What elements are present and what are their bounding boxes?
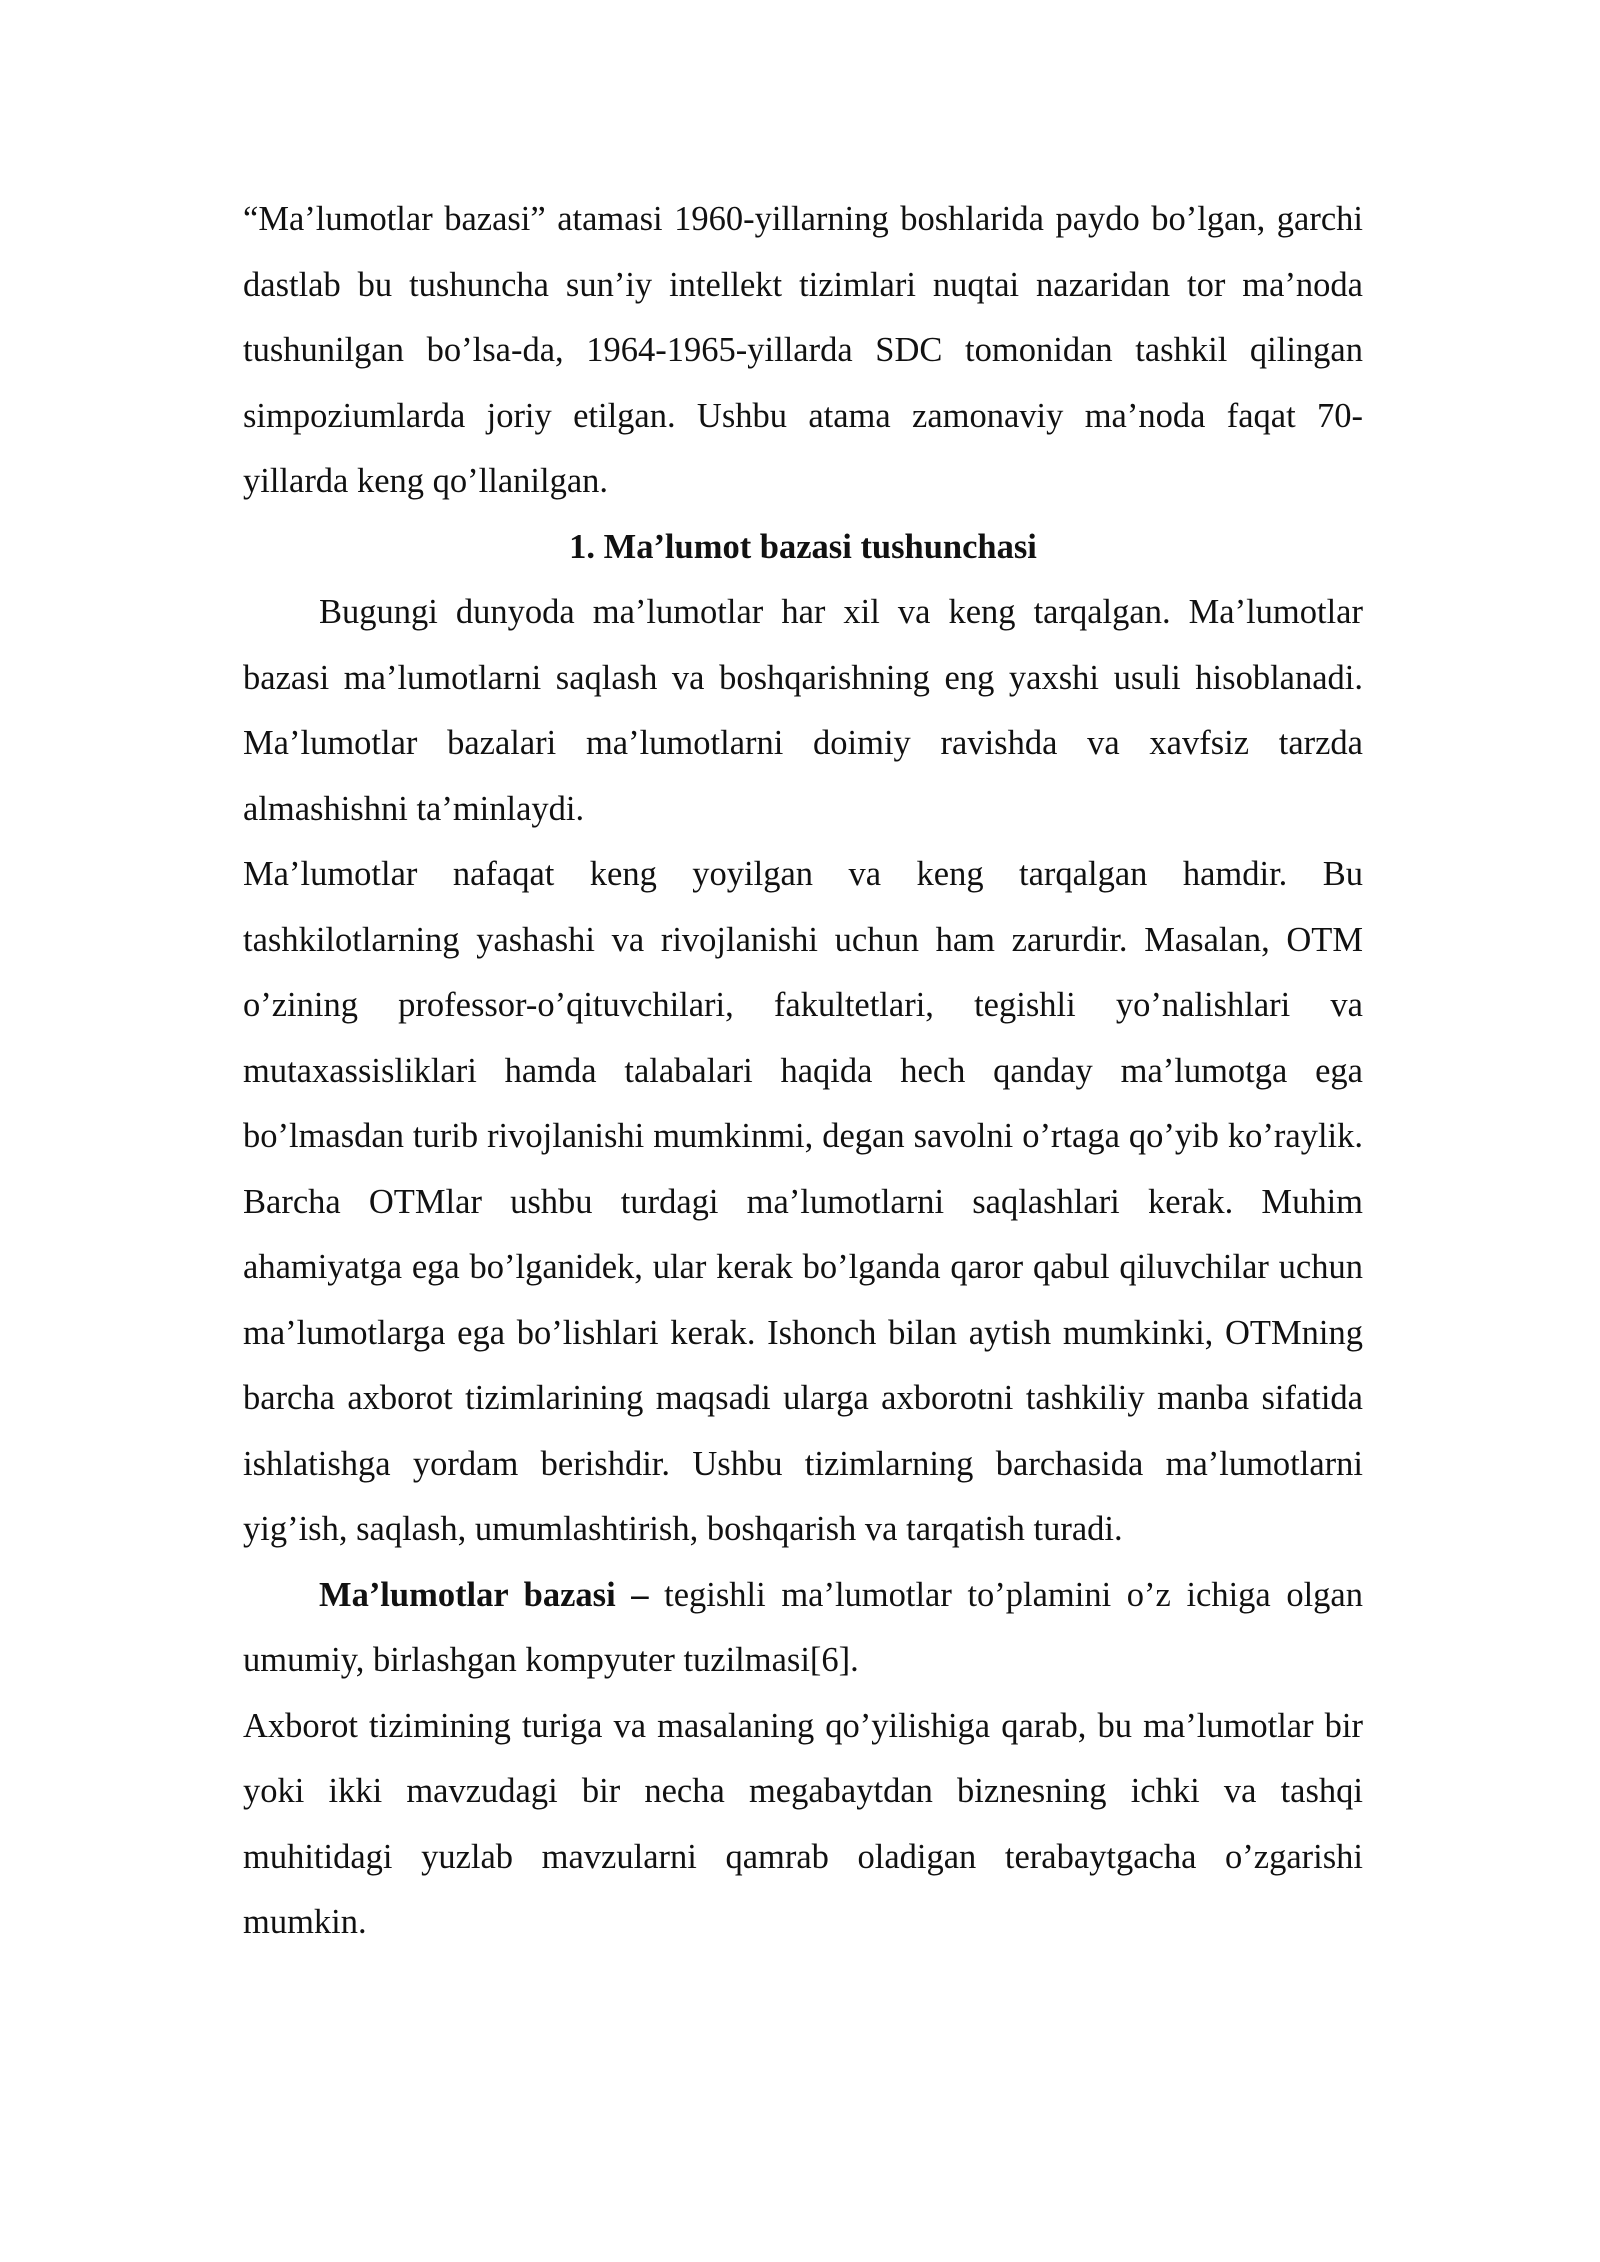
definition-term: Ma’lumotlar bazasi –: [319, 1575, 649, 1614]
definition-paragraph: [243, 1563, 1363, 1694]
body-paragraph-3: Axborot tizimining turiga va masalaning qo’yilishiga qarab, bu ma’lumotlar bir yoki ikki mavzudagi bir necha megabaytdan biznesning ichki va tashqi muhitidagi yuzlab mavzularni qamrab oladigan terabaytgacha o’zgarishi mumkin.: [243, 1706, 1363, 1941]
body-paragraph-1: Bugungi dunyoda ma’lumotlar har xil va keng tarqalgan. Ma’lumotlar bazasi ma’lumotlarni saqlash va boshqarishning eng yaxshi usuli hisoblanadi. Ma’lumotlar bazalari ma’lumotlarni doimiy ravishda va xavfsiz tarzda almashishni ta’minlaydi.: [243, 593, 1363, 828]
section-heading: 1. Ma’lumot bazasi tushunchasi: [569, 527, 1037, 566]
intro-paragraph: “Ma’lumotlar bazasi” atamasi 1960-yillarning boshlarida paydo bo’lgan, garchi dastlab bu tushuncha sun’iy intellekt tizimlari nuqtai nazaridan tor ma’noda tushunilgan bo’lsa-da, 1964-1965-yillarda SDC tomonidan tashkil qilingan simpoziumlarda joriy etilgan. Ushbu atama zamonaviy ma’noda faqat 70-yillarda keng qo’llanilgan.: [243, 200, 1363, 500]
definition-text: tegishli ma’lumotlar to’plamini o’z ichiga olgan umumiy, birlashgan kompyuter tuzilmasi[6].: [243, 1575, 1363, 1679]
document-page: [243, 187, 1363, 1956]
body-paragraph-2: Ma’lumotlar nafaqat keng yoyilgan va keng tarqalgan hamdir. Bu tashkilotlarning yashashi va rivojlanishi uchun ham zarurdir. Masalan, OTM o’zining professor-o’qituvchilari, fakultetlari, tegishli yo’nalishlari va mutaxassisliklari hamda talabalari haqida hech qanday ma’lumotga ega bo’lmasdan turib rivojlanishi mumkinmi, degan savolni o’rtaga qo’yib ko’raylik. Barcha OTMlar ushbu turdagi ma’lumotlarni saqlashlari kerak. Muhim ahamiyatga ega bo’lganidek, ular kerak bo’lganda qaror qabul qiluvchilar uchun ma’lumotlarga ega bo’lishlari kerak. Ishonch bilan aytish mumkinki, OTMning barcha axborot tizimlarining maqsadi ularga axborotni tashkiliy manba sifatida ishlatishga yordam berishdir. Ushbu tizimlarning barchasida ma’lumotlarni yig’ish, saqlash, umumlashtirish, boshqarish va tarqatish turadi.: [243, 855, 1363, 1548]
